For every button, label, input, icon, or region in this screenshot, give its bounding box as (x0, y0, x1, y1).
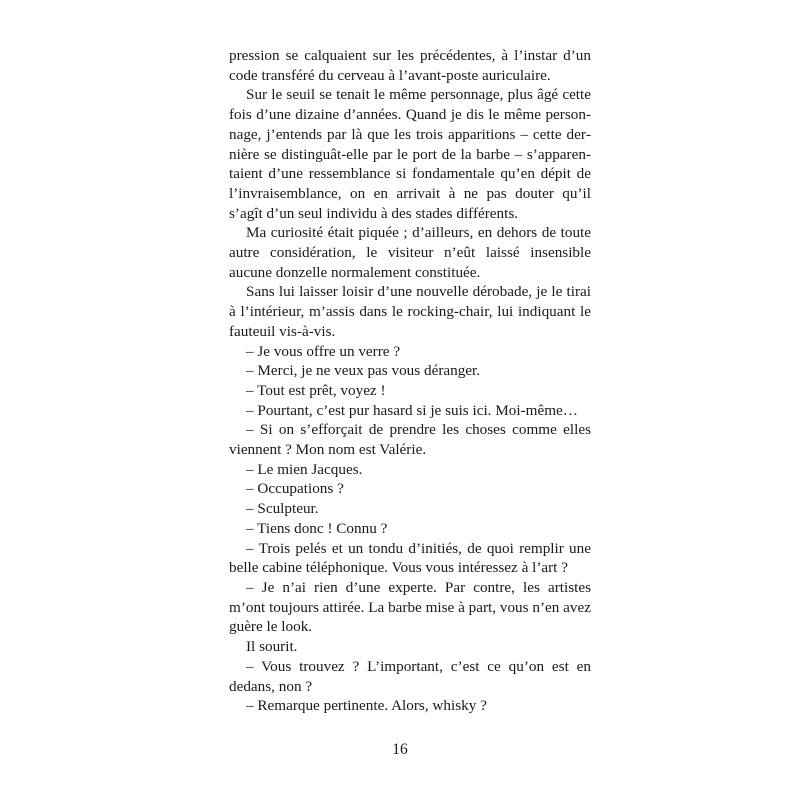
paragraph-4: Sans lui laisser loisir d’une nouvelle dérobade, je le tirai à l’intérieur, m’assis dans le rocking-chair, lui indiquant le fauteuil vis-à-vis. (229, 283, 591, 340)
dialogue-line-12: – Vous trouvez ? L’important, c’est ce qu’on est en dedans, non ? (229, 657, 591, 695)
paragraph-2: Sur le seuil se tenait le même personnage, plus âgé cette fois d’une dizaine d’années. Quand je dis le même personnage, j’entends par là que les trois apparitions – cette dernière se distinguât-elle par le port de la barbe – s’apparentaient d’une ressemblance si fondamentale qu’en dépit de l’invraisemblance, on en arrivait à ne pas douter qu’il s’agît d’un seul individu à des stades différents. (229, 86, 591, 222)
dialogue-line-10: – Trois pelés et un tondu d’initiés, de quoi remplir une belle cabine téléphonique. Vous vous intéressez à l’art ? (229, 539, 591, 577)
dialogue-line-6: – Le mien Jacques. (246, 460, 363, 478)
dialogue-line-1: – Je vous offre un verre ? (246, 342, 401, 360)
dialogue-line-5: – Si on s’efforçait de prendre les choses comme elles viennent ? Mon nom est Valérie. (229, 421, 591, 459)
dialogue-line-4: – Pourtant, c’est pur hasard si je suis ici. Moi-même… (246, 401, 578, 419)
dialogue-line-9: – Tiens donc ! Connu ? (246, 519, 388, 537)
dialogue-line-3: – Tout est prêt, voyez ! (246, 381, 386, 399)
dialogue-line-13: – Remarque pertinente. Alors, whisky ? (246, 697, 487, 715)
dialogue-line-11: – Je n’ai rien d’une experte. Par contre, les artistes m’ont toujours attirée. La barbe mise à part, vous n’en avez guère le look. (229, 578, 591, 636)
narration-line: Il sourit. (246, 638, 298, 656)
body-text (229, 46, 591, 716)
paragraph-3: Ma curiosité était piquée ; d’ailleurs, en dehors de toute autre considération, le visiteur n’eût laissé insensible aucune donzelle normalement constituée. (229, 224, 591, 281)
dialogue-line-8: – Sculpteur. (246, 500, 319, 518)
dialogue-line-7: – Occupations ? (246, 480, 344, 498)
dialogue-line-2: – Merci, je ne veux pas vous déranger. (246, 362, 481, 380)
paragraph-1: pression se calquaient sur les précédentes, à l’instar d’un code transféré du cerveau à l’avant-poste auriculaire. (229, 47, 591, 84)
page-number: 16 (392, 741, 408, 758)
